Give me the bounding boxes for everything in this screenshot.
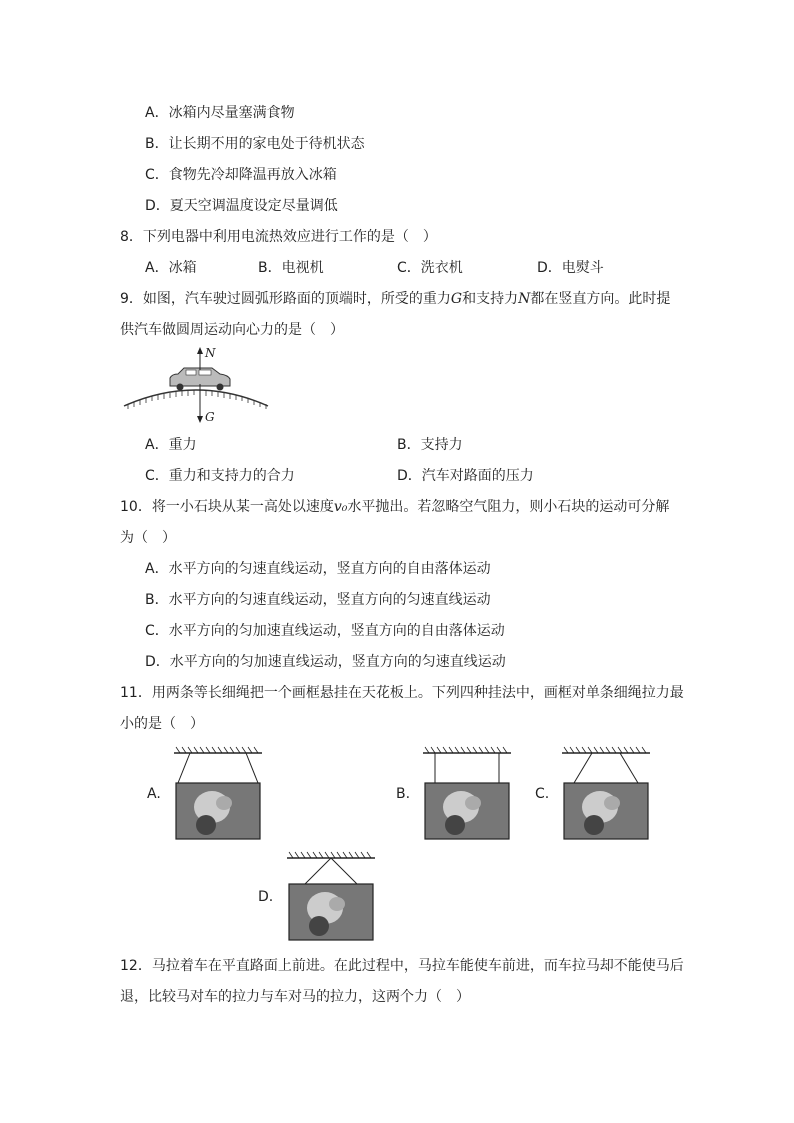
- q9-option-a: A．重力: [145, 437, 197, 453]
- q9-stem-line2: 供汽车做圆周运动向心力的是（ ）: [120, 322, 344, 338]
- q7-option-c: C．食物先冷却降温再放入冰箱: [145, 167, 337, 183]
- q10-option-b: B．水平方向的匀速直线运动，竖直方向的匀速直线运动: [145, 592, 491, 608]
- q10-option-d: D．水平方向的匀加速直线运动，竖直方向的匀速直线运动: [145, 654, 506, 670]
- car-on-arc-figure: [116, 344, 276, 428]
- q7-option-d: D．夏天空调温度设定尽量调低: [145, 198, 338, 214]
- q8-option-d: D．电熨斗: [537, 260, 604, 276]
- q8-stem: 8．下列电器中利用电流热效应进行工作的是（ ）: [120, 229, 437, 245]
- q9-option-c: C．重力和支持力的合力: [145, 468, 295, 484]
- q10-stem-line1: 10．将一小石块从某一高处以速度v₀水平抛出。若忽略空气阻力，则小石块的运动可分解: [120, 499, 670, 515]
- q8-option-b: B．电视机: [258, 260, 324, 276]
- q11-label-b: B.: [396, 786, 411, 802]
- figure-label-g: G: [205, 410, 215, 424]
- q11-label-a: A.: [147, 786, 161, 802]
- q8-option-c: C．洗衣机: [397, 260, 463, 276]
- q11-label-d: D.: [258, 889, 274, 905]
- frame-figure-c: [558, 745, 658, 845]
- q11-stem-line1: 11．用两条等长细绳把一个画框悬挂在天花板上。下列四种挂法中，画框对单条细绳拉力最: [120, 685, 684, 701]
- q12-stem-line1: 12．马拉着车在平直路面上前进。在此过程中，马拉车能使车前进，而车拉马却不能使马后: [120, 958, 684, 974]
- frame-figure-b: [419, 745, 519, 845]
- figure-label-n: N: [205, 346, 216, 360]
- q7-option-a: A．冰箱内尽量塞满食物: [145, 105, 295, 121]
- q12-stem-line2: 退，比较马对车的拉力与车对马的拉力，这两个力（ ）: [120, 989, 470, 1005]
- q7-option-b: B．让长期不用的家电处于待机状态: [145, 136, 365, 152]
- frame-figure-a: [170, 745, 270, 845]
- q11-label-c: C.: [535, 786, 550, 802]
- q8-option-a: A．冰箱: [145, 260, 197, 276]
- q9-stem-line1: 9．如图，汽车驶过圆弧形路面的顶端时，所受的重力G和支持力N都在竖直方向。此时提: [120, 291, 671, 307]
- frame-figure-d: [283, 850, 383, 945]
- q9-option-d: D．汽车对路面的压力: [397, 468, 534, 484]
- symbol-g: G: [450, 291, 463, 307]
- q10-stem-line2: 为（ ）: [120, 530, 176, 546]
- q10-option-a: A．水平方向的匀速直线运动，竖直方向的自由落体运动: [145, 561, 491, 577]
- q9-option-b: B．支持力: [397, 437, 463, 453]
- symbol-n: N: [518, 291, 531, 307]
- q10-option-c: C．水平方向的匀加速直线运动，竖直方向的自由落体运动: [145, 623, 505, 639]
- q11-stem-line2: 小的是（ ）: [120, 716, 204, 732]
- symbol-v0: v₀: [333, 499, 348, 515]
